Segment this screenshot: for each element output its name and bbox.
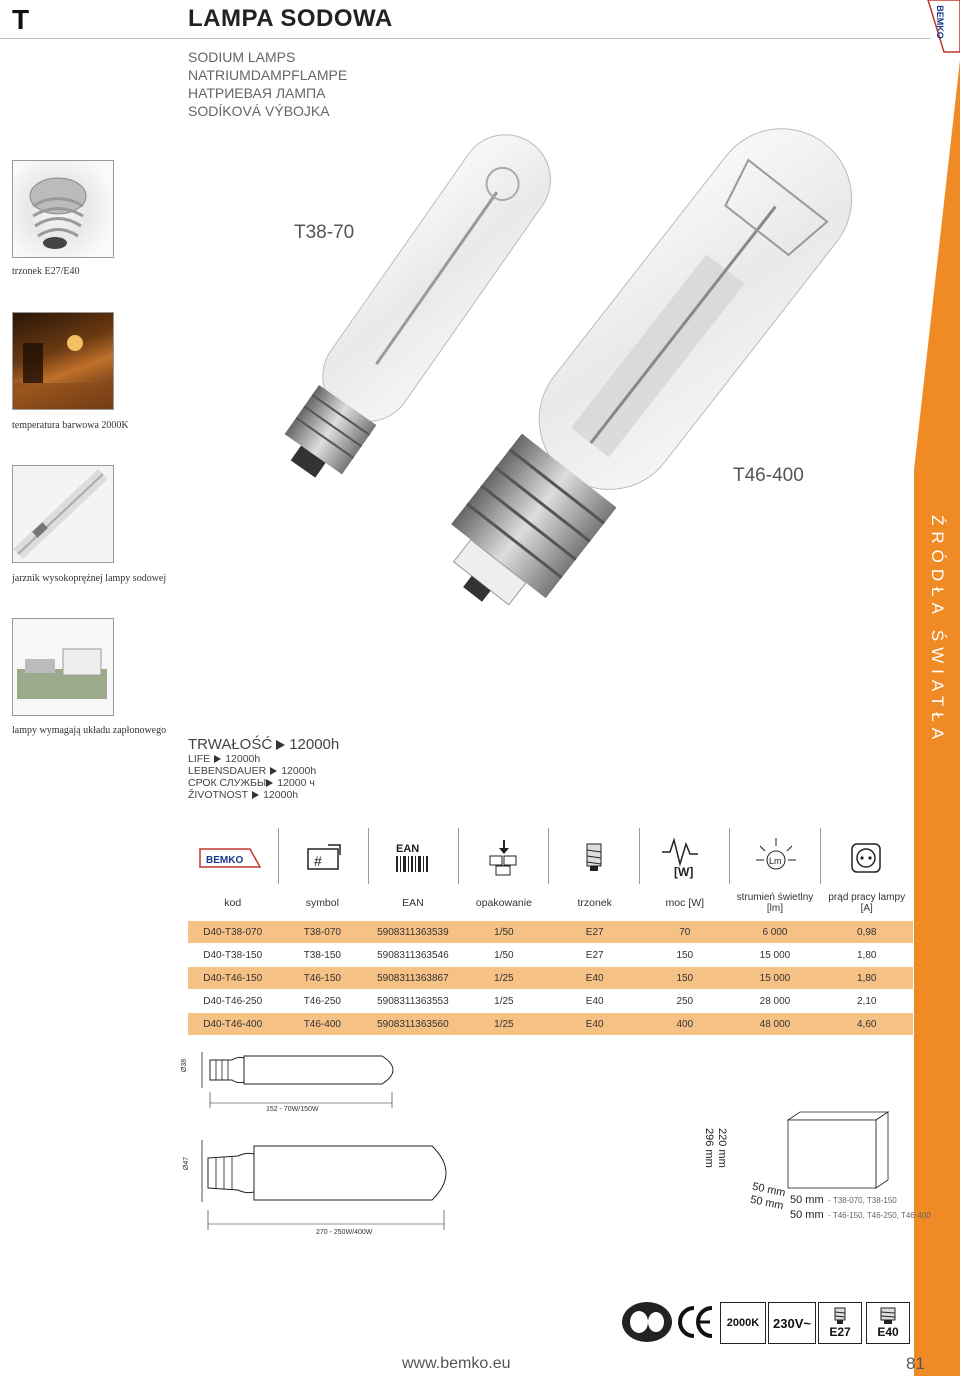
table-cell: D40-T46-150 [188,967,277,990]
subtitle-cz: SODÍKOVÁ VÝBOJKA [188,103,330,119]
symbol-icon [290,832,358,884]
subtitle-de: NATRIUMDAMPFLAMPE [188,67,348,83]
table-cell: T46-250 [277,990,367,1013]
pct-cert-icon [620,1300,674,1344]
icon-divider [820,828,821,884]
bemko-logo-icon [198,845,262,871]
color-temp-text: 2000K [726,1317,760,1329]
icon-divider [458,828,459,884]
table-cell: T46-150 [277,967,367,990]
col-header-current: prąd pracy lampy [A] [828,892,906,914]
power-icon [652,832,720,884]
e40-text: E40 [877,1325,899,1339]
dim-small-diameter-text: Ø38 [181,1058,189,1073]
dim-large-length: 270 - 250W/400W [316,1229,373,1236]
lifetime-row-label: LIFE [188,753,211,765]
spec-table [188,886,913,1035]
table-cell: T38-070 [277,921,367,944]
lifetime-row [188,765,339,777]
thumb-lamp-base [12,160,114,258]
box-width-1: 50 mm [751,1180,787,1200]
arrow-right-icon [266,779,273,787]
arrow-right-icon [276,740,285,750]
voltage-text: 230V~ [773,1315,811,1331]
lifetime-row [188,789,339,801]
socket-icon [850,842,882,874]
lifetime-main [188,736,339,753]
lifetime-row-value: 12000h [263,789,299,801]
table-cell: 250 [640,990,729,1013]
page-title: LAMPA SODOWA [188,5,393,32]
lamp-base-cap-icon [579,840,609,876]
base-e40-badge [866,1302,910,1344]
subtitle-list [188,48,347,120]
table-cell: 1/25 [459,990,550,1013]
table-cell: 5908311363867 [367,967,458,990]
thumb-caption-2: temperatura barwowa 2000K [12,420,129,431]
table-cell: 1/25 [459,1013,550,1036]
box-depth-2-note: - T46-150, T46-250, T46-400 [828,1211,931,1220]
thumb-arc-tube [12,465,114,563]
table-cell: 5908311363553 [367,990,458,1013]
base-icon [560,832,628,884]
box-depth-1-note: - T38-070, T38-150 [828,1196,897,1205]
lumen-icon [742,832,810,884]
lifetime-block [188,736,339,801]
table-cell: 6 000 [729,921,820,944]
e27-text: E27 [829,1325,851,1339]
folder-hash-icon [304,843,344,873]
table-cell: E27 [549,921,640,944]
table-cell: 48 000 [729,1013,820,1036]
table-cell: 1/25 [459,967,550,990]
box-h2: 296 mm [703,1128,715,1168]
power-wave-icon [658,836,714,880]
lifetime-row-value: 12000h [225,753,261,765]
e27-cap-icon [832,1307,848,1325]
table-row [188,1013,913,1036]
lifetime-row-value: 12000h [281,765,317,777]
col-header-power: moc [W] [665,897,705,909]
box-h1: 220 mm [716,1128,728,1168]
dim-small-length: 152 - 70W/150W [266,1106,319,1113]
header-rule [0,38,930,39]
bemko-logo [196,832,264,884]
table-cell: 150 [640,967,729,990]
model-label-small: T38-70 [294,222,355,243]
icon-divider [548,828,549,884]
table-cell: 150 [640,944,729,967]
table-row [188,967,913,990]
thumb-caption-4: lampy wymagają układu zapłonowego [12,725,167,736]
table-cell: 5908311363546 [367,944,458,967]
dimension-drawing-large [182,1130,482,1230]
arrow-right-icon [252,791,259,799]
table-cell: E40 [549,967,640,990]
dim-large-diameter-text: Ø47 [183,1156,191,1171]
table-row [188,921,913,944]
dim-large-diameter [183,1157,190,1170]
table-cell: 4,60 [820,1013,913,1036]
table-cell: 1,80 [820,967,913,990]
table-cell: E27 [549,944,640,967]
thumb-caption-3: jarznik wysokoprężnej lampy sodowej [12,573,167,584]
street-photo-icon [13,313,113,409]
icon-divider [278,828,279,884]
brand-corner-logo [920,2,960,42]
thumb-ignitor [12,618,114,716]
ean-icon [380,832,448,884]
col-header-base: trzonek [577,897,612,909]
col-header-lumen: strumień świetlny [lm] [736,892,814,914]
section-letter: T [12,4,30,35]
page-number: 81 [906,1354,925,1373]
lifetime-row-label: ŽIVOTNOST [188,789,249,801]
base-e27-badge [818,1302,862,1344]
model-label-large: T46-400 [733,465,804,486]
lifetime-row [188,777,339,789]
icon-divider [729,828,730,884]
lifetime-row [188,753,339,765]
col-header-packaging: opakowanie [475,897,532,909]
lamp-illustration [210,120,900,640]
col-header-kod: kod [224,897,242,909]
arrow-right-icon [214,755,221,763]
current-icon [832,832,900,884]
icon-divider [368,828,369,884]
table-cell: T46-400 [277,1013,367,1036]
e40-cap-icon [878,1307,898,1325]
table-cell: D40-T38-070 [188,921,277,944]
table-cell: T38-150 [277,944,367,967]
dim-small-diameter [181,1059,188,1072]
icon-divider [639,828,640,884]
table-cell: 15 000 [729,944,820,967]
lamp-base-icon [13,161,113,257]
arc-tube-icon [13,466,113,562]
packaging-icon [470,832,538,884]
lifetime-row-label: LEBENSDAUER [188,765,267,777]
box-height-labels [690,1112,760,1182]
table-row [188,944,913,967]
table-cell: D40-T46-400 [188,1013,277,1036]
lifetime-main-value: 12000h [289,736,340,753]
table-cell: 0,98 [820,921,913,944]
arrow-right-icon [270,767,277,775]
col-header-ean: EAN [402,897,424,909]
barcode-icon [394,840,434,876]
table-cell: 5908311363539 [367,921,458,944]
ean-icon-text: EAN [396,843,420,855]
subtitle-en: SODIUM LAMPS [188,49,296,65]
box-depth-2: 50 mm [790,1209,824,1221]
bemko-logo-text: BEMKO [206,855,244,866]
footer-url[interactable]: www.bemko.eu [402,1355,511,1372]
ignitor-icon [13,619,113,715]
table-cell: 2,10 [820,990,913,1013]
table-cell: 400 [640,1013,729,1036]
box-depth-2-line [790,1205,931,1223]
table-row [188,990,913,1013]
lifetime-main-label: TRWAŁOŚĆ [188,736,273,753]
power-unit-text: [W] [674,865,694,879]
table-cell: 1,80 [820,944,913,967]
symbol-hash-text: # [314,853,322,869]
subtitle-ru: НАТРИЕВАЯ ЛАМПА [188,85,326,101]
table-cell: 28 000 [729,990,820,1013]
lumen-icon-text: Lm [769,856,782,866]
table-cell: 1/50 [459,944,550,967]
table-cell: D40-T46-250 [188,990,277,1013]
table-cell: 1/50 [459,921,550,944]
table-cell: E40 [549,990,640,1013]
brand-corner-text: BEMKO [935,5,945,39]
sidebar-text [927,515,947,785]
table-cell: 70 [640,921,729,944]
table-cell: 5908311363560 [367,1013,458,1036]
ce-mark-icon [676,1302,716,1342]
table-header-row [188,886,913,921]
color-temp-badge [720,1302,766,1344]
table-cell: 15 000 [729,967,820,990]
thumb-caption-1: trzonek E27/E40 [12,266,80,277]
sidebar-label: ŹRÓDŁA ŚWIATŁA [928,515,947,746]
lifetime-row-value: 12000 ч [277,777,315,789]
table-cell: D40-T38-150 [188,944,277,967]
table-cell: E40 [549,1013,640,1036]
thumb-street-night [12,312,114,410]
box-depth-1: 50 mm [790,1194,824,1206]
box-stack-icon [484,840,524,876]
bulb-rays-icon [754,836,798,880]
lifetime-row-label: СРОК СЛУЖБЫ [188,777,267,789]
col-header-symbol: symbol [305,897,339,909]
voltage-badge [768,1302,816,1344]
box-width-2: 50 mm [749,1193,785,1213]
